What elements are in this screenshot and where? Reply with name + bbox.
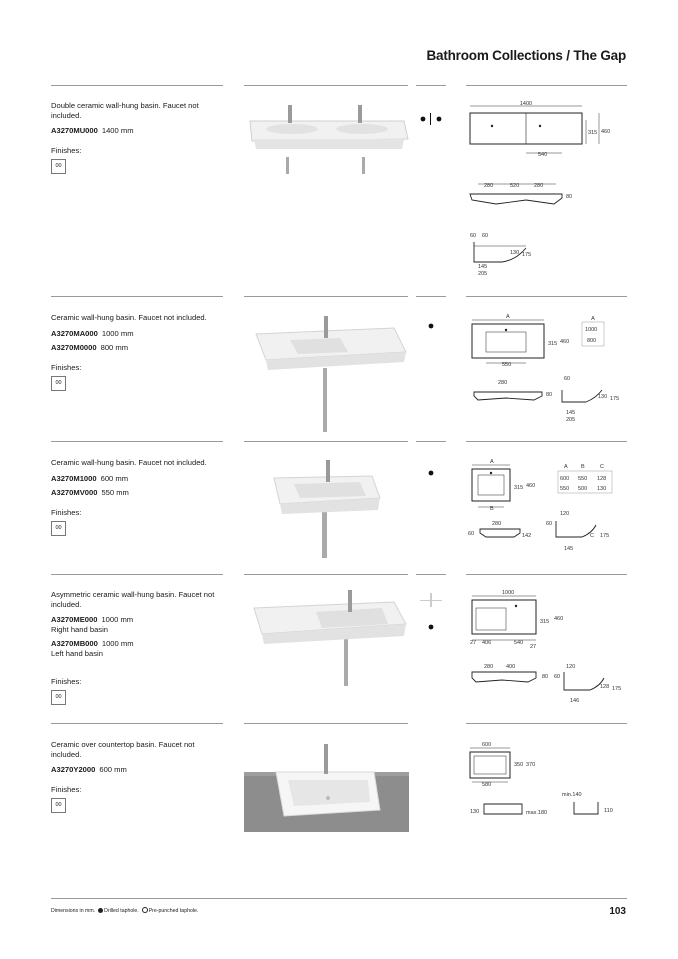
model-line — [51, 329, 227, 339]
dim-label: A — [506, 314, 510, 320]
dim-label: 280 — [498, 380, 508, 386]
model-line — [51, 488, 227, 498]
product-photo-basin-600 — [244, 458, 409, 558]
row-divider — [466, 441, 627, 442]
product-photo-countertop-basin — [244, 740, 409, 832]
dim-label: 60 — [468, 531, 475, 537]
finishes-label: Finishes: — [51, 676, 82, 686]
model-size: 1000 mm — [101, 328, 134, 338]
dim-label: 128 — [600, 684, 610, 690]
model-code: A3270MU000 — [51, 126, 98, 136]
dim-label: 80 — [542, 674, 549, 680]
model-size: 1400 mm — [101, 126, 134, 136]
model-code: A3270MV000 — [51, 488, 98, 498]
finish-swatch: 00 — [51, 521, 66, 536]
dim-label: 460 — [560, 339, 570, 345]
row-divider — [466, 723, 627, 724]
finishes-label: Finishes: — [51, 784, 82, 794]
dim-table-header: C — [600, 464, 604, 470]
dim-label: 142 — [522, 533, 532, 539]
model-size: 550 mm — [101, 488, 129, 498]
dim-label: max.180 — [526, 810, 548, 816]
row-divider — [51, 441, 223, 442]
dim-table-value: 600 — [560, 476, 570, 482]
dim-label: 315 — [540, 619, 550, 625]
model-code: A3270Y2000 — [51, 765, 96, 775]
technical-drawing-3 — [466, 455, 627, 555]
technical-drawing-5 — [466, 736, 627, 820]
footer-prepunched: Pre-punched taphole. — [148, 908, 199, 914]
row-divider — [416, 441, 446, 442]
dim-label: C — [590, 533, 594, 539]
dim-label: 315 — [588, 130, 598, 136]
finish-swatch: 00 — [51, 159, 66, 174]
dim-label: 175 — [612, 686, 622, 692]
dim-label: 60 — [564, 376, 571, 382]
product-description: Ceramic wall-hung basin. Faucet not included. — [51, 458, 207, 467]
dim-label: B — [490, 506, 494, 512]
prepunched-taphole-icon — [142, 907, 148, 913]
row-divider — [244, 723, 408, 724]
taphole-options — [416, 319, 446, 333]
model-size: 600 mm — [100, 473, 129, 483]
page-title: Bathroom Collections / The Gap — [426, 48, 626, 63]
row-divider — [244, 85, 408, 86]
dim-table-header: B — [581, 464, 585, 470]
dim-label: 145 — [566, 410, 576, 416]
product-description-block — [51, 740, 227, 813]
row-divider — [51, 723, 223, 724]
dim-label: 280 — [484, 183, 494, 189]
dim-label: 550 — [502, 362, 512, 368]
dim-label: 175 — [600, 533, 610, 539]
model-line — [51, 474, 227, 484]
dim-label: 110 — [604, 808, 613, 814]
dim-label: 370 — [526, 762, 536, 768]
finishes-label: Finishes: — [51, 145, 82, 155]
model-size: 600 mm — [99, 765, 127, 775]
footer-divider — [51, 898, 627, 899]
footer-legend — [51, 907, 198, 914]
drilled-taphole-icon — [98, 908, 103, 913]
dim-label: 130 — [510, 250, 520, 256]
model-line — [51, 343, 227, 353]
technical-drawing-2 — [466, 310, 627, 425]
dim-label: 540 — [514, 640, 524, 646]
row-divider — [466, 574, 627, 575]
row-divider — [416, 574, 446, 575]
product-description: Double ceramic wall-hung basin. Faucet not included. — [51, 101, 199, 120]
finish-swatch: 00 — [51, 690, 66, 705]
dim-label: 80 — [546, 392, 553, 398]
dim-label: 205 — [478, 271, 488, 277]
dim-label: 520 — [510, 183, 520, 189]
footer-prefix: Dimensions in mm. — [51, 908, 96, 914]
model-size: 1000 mm — [101, 639, 134, 649]
dim-label: 120 — [560, 511, 570, 517]
dim-label: 406 — [482, 640, 492, 646]
model-note: Right hand basin — [51, 624, 108, 634]
page-number: 103 — [609, 906, 626, 917]
dim-label: A — [490, 459, 494, 465]
product-description-block — [51, 101, 227, 174]
dim-label: 540 — [538, 152, 548, 158]
row-divider — [416, 85, 446, 86]
dim-table-value: 550 — [578, 476, 588, 482]
model-size: 800 mm — [100, 343, 129, 353]
dim-label: 280 — [484, 664, 494, 670]
dim-table-value: 550 — [560, 486, 570, 492]
dim-label: 175 — [610, 396, 620, 402]
dim-label: 600 — [482, 742, 492, 748]
dim-label: 205 — [566, 417, 576, 423]
dim-table-value: 1000 — [585, 327, 598, 333]
dim-label: 175 — [522, 252, 532, 258]
model-note: Left hand basin — [51, 648, 103, 658]
dim-label: 145 — [564, 546, 574, 552]
dim-label: 350 — [514, 762, 524, 768]
row-divider — [51, 85, 223, 86]
dim-label: 60 — [482, 233, 489, 239]
model-line — [51, 615, 227, 634]
finish-swatch: 00 — [51, 798, 66, 813]
dim-label: 145 — [478, 264, 488, 270]
product-description-block — [51, 590, 227, 705]
product-description: Asymmetric ceramic wall-hung basin. Faucet not included. — [51, 590, 215, 609]
dim-label: 460 — [601, 129, 611, 135]
dim-table-value: 128 — [597, 476, 607, 482]
dim-label: 280 — [492, 521, 502, 527]
dim-label: 315 — [514, 485, 524, 491]
dim-label: 1000 — [502, 590, 515, 596]
technical-drawing-4 — [466, 586, 627, 708]
row-divider — [416, 296, 446, 297]
dim-table-value: 500 — [578, 486, 588, 492]
row-divider — [244, 574, 408, 575]
row-divider — [244, 296, 408, 297]
dim-table-header: A — [591, 316, 595, 322]
model-size: 1000 mm — [101, 615, 134, 625]
dim-label: 580 — [482, 782, 492, 788]
model-code: A3270MA000 — [51, 328, 98, 338]
model-line — [51, 765, 227, 775]
dim-table-value: 130 — [597, 486, 607, 492]
dim-label: 120 — [566, 664, 576, 670]
row-divider — [466, 296, 627, 297]
taphole-options — [416, 466, 446, 480]
model-code: A3270M0000 — [51, 343, 97, 353]
finishes-label: Finishes: — [51, 362, 82, 372]
dim-label: 27 — [530, 644, 537, 650]
model-code: A3270M1000 — [51, 473, 97, 483]
model-line — [51, 126, 227, 136]
dim-label: 60 — [554, 674, 561, 680]
dim-label: 460 — [526, 483, 536, 489]
taphole-options — [416, 590, 446, 634]
dim-label: min.140 — [562, 792, 582, 798]
dim-label: 460 — [554, 616, 564, 622]
row-divider — [244, 441, 408, 442]
dim-label: 130 — [470, 809, 480, 815]
dim-label: 60 — [470, 233, 477, 239]
row-divider — [466, 85, 627, 86]
row-divider — [51, 574, 223, 575]
product-description-block — [51, 313, 227, 391]
product-description: Ceramic wall-hung basin. Faucet not included. — [51, 313, 207, 322]
dim-label: 315 — [548, 341, 558, 347]
product-description-block — [51, 458, 227, 536]
product-photo-basin-1000 — [244, 312, 409, 432]
dim-table-value: 800 — [587, 338, 597, 344]
dim-label: 60 — [546, 521, 553, 527]
dim-label: 1400 — [519, 101, 533, 107]
dim-label: 280 — [534, 183, 544, 189]
product-description: Ceramic over countertop basin. Faucet not included. — [51, 740, 195, 759]
dim-label: 146 — [570, 698, 580, 704]
dim-label: 80 — [566, 194, 573, 200]
model-line — [51, 639, 227, 658]
dim-label: 27 — [470, 640, 477, 646]
model-code: A3270MB000 — [51, 639, 98, 649]
product-photo-asymmetric-basin — [244, 586, 409, 686]
product-photo-double-basin — [244, 99, 409, 174]
row-divider — [51, 296, 223, 297]
dim-table-header: A — [564, 464, 568, 470]
technical-drawing-1 — [466, 96, 627, 280]
finishes-label: Finishes: — [51, 507, 82, 517]
dim-label: 400 — [506, 664, 516, 670]
finish-swatch: 00 — [51, 376, 66, 391]
dim-label: 130 — [598, 394, 608, 400]
model-code: A3270ME000 — [51, 615, 98, 625]
footer-drilled: Drilled taphole. — [104, 908, 139, 914]
taphole-options — [416, 112, 446, 126]
